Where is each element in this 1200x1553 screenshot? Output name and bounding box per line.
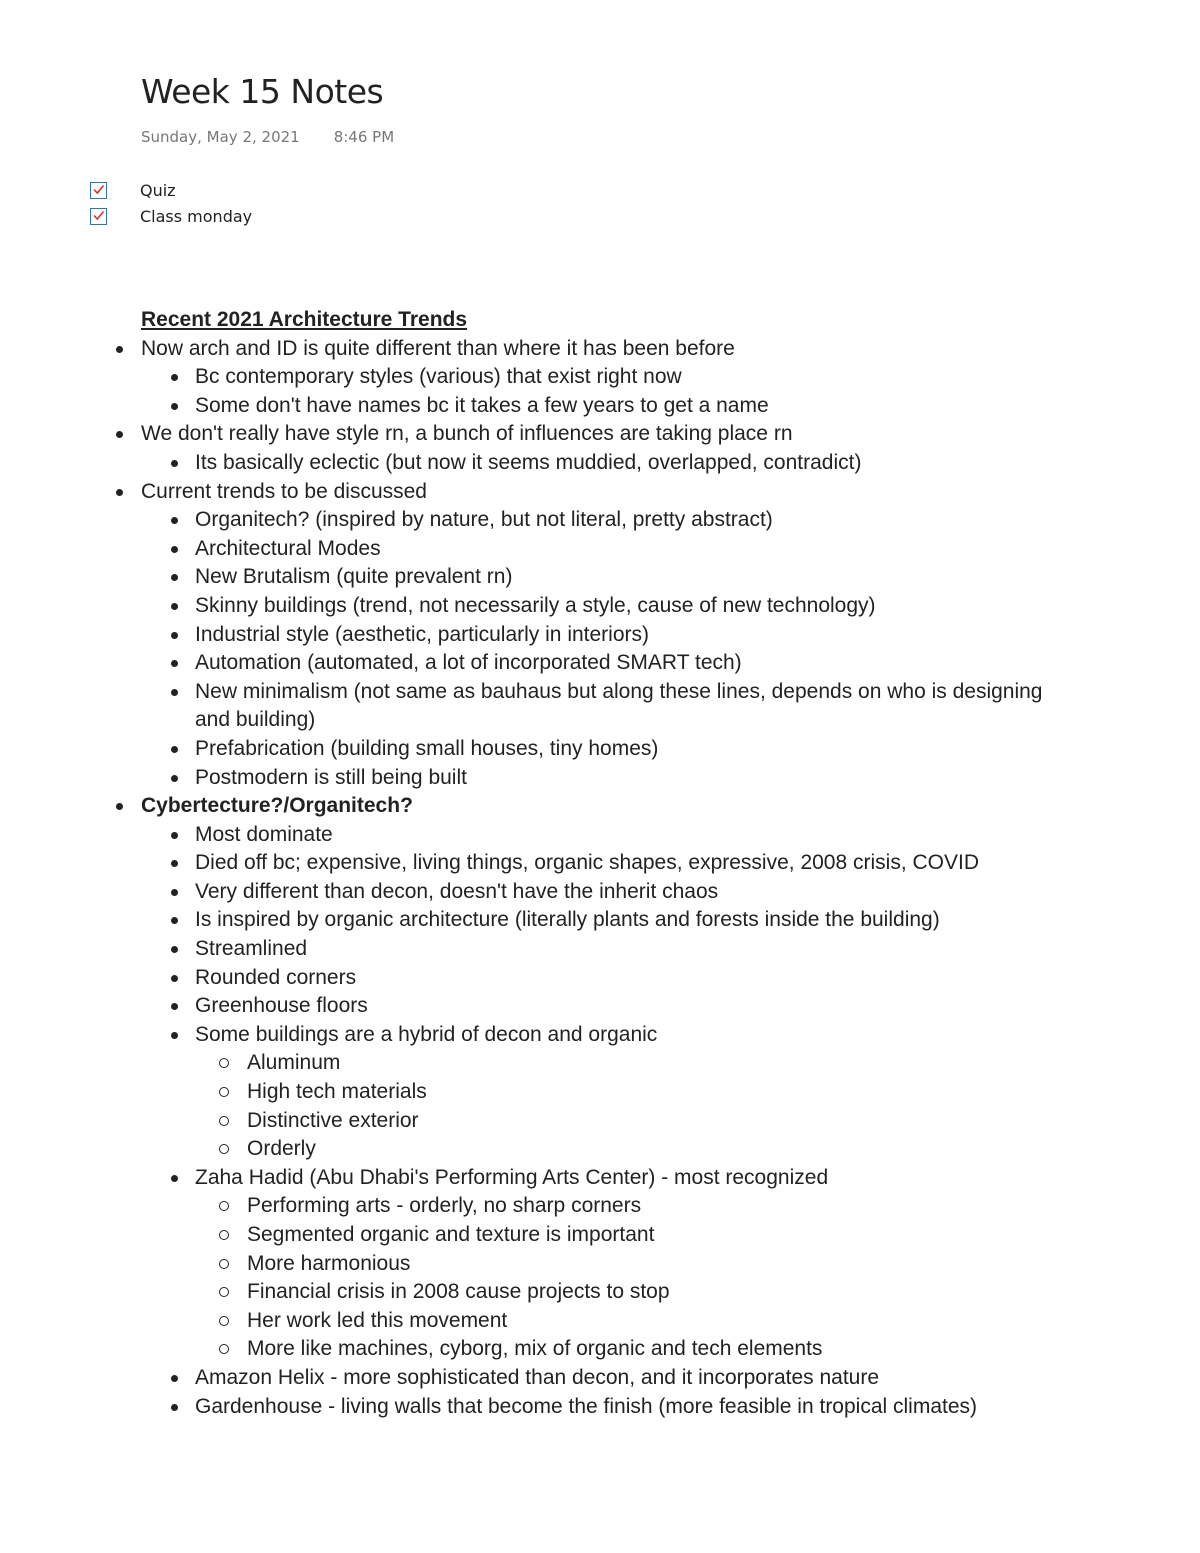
page-date: Sunday, May 2, 2021 xyxy=(141,128,300,146)
list-item: Organitech? (inspired by nature, but not literal, pretty abstract) xyxy=(0,506,1200,535)
list-item: Now arch and ID is quite different than where it has been before xyxy=(0,335,1200,364)
list-item: Its basically eclectic (but now it seems muddied, overlapped, contradict) xyxy=(0,449,1200,478)
notes-body xyxy=(0,306,1200,1421)
todo-item-quiz xyxy=(90,179,176,201)
notes-list xyxy=(0,335,1200,1422)
list-item: Died off bc; expensive, living things, organic shapes, expressive, 2008 crisis, COVID xyxy=(0,849,1200,878)
list-item: More harmonious xyxy=(0,1250,1200,1279)
list-item: New Brutalism (quite prevalent rn) xyxy=(0,563,1200,592)
list-item: Streamlined xyxy=(0,935,1200,964)
list-item: Most dominate xyxy=(0,821,1200,850)
section-heading: Recent 2021 Architecture Trends xyxy=(141,308,468,331)
page-title: Week 15 Notes xyxy=(141,72,384,111)
todo-label: Quiz xyxy=(140,180,176,200)
list-item: Financial crisis in 2008 cause projects to stop xyxy=(0,1278,1200,1307)
list-item: Rounded corners xyxy=(0,964,1200,993)
list-item: Bc contemporary styles (various) that exist right now xyxy=(0,363,1200,392)
list-item: Zaha Hadid (Abu Dhabi's Performing Arts Center) - most recognized xyxy=(0,1164,1200,1193)
todo-item-class-monday xyxy=(90,205,252,227)
list-item: New minimalism (not same as bauhaus but along these lines, depends on who is designing and building) xyxy=(0,678,1200,735)
subsection-heading: Cybertecture?/Organitech? xyxy=(0,792,1200,821)
checkbox-checked-icon[interactable] xyxy=(90,208,107,225)
list-item: Distinctive exterior xyxy=(0,1107,1200,1136)
list-item: Performing arts - orderly, no sharp corners xyxy=(0,1192,1200,1221)
page-timestamp xyxy=(141,128,394,146)
list-item: Her work led this movement xyxy=(0,1307,1200,1336)
list-item: We don't really have style rn, a bunch of influences are taking place rn xyxy=(0,420,1200,449)
checkbox-checked-icon[interactable] xyxy=(90,182,107,199)
list-item: Prefabrication (building small houses, tiny homes) xyxy=(0,735,1200,764)
list-item: Architectural Modes xyxy=(0,535,1200,564)
list-item: Segmented organic and texture is important xyxy=(0,1221,1200,1250)
list-item: Current trends to be discussed xyxy=(0,478,1200,507)
list-item: Aluminum xyxy=(0,1049,1200,1078)
list-item: Postmodern is still being built xyxy=(0,764,1200,793)
todo-label: Class monday xyxy=(140,206,253,226)
list-item: High tech materials xyxy=(0,1078,1200,1107)
list-item: Gardenhouse - living walls that become the finish (more feasible in tropical climates) xyxy=(0,1393,1200,1422)
list-item: More like machines, cyborg, mix of organic and tech elements xyxy=(0,1335,1200,1364)
list-item: Some buildings are a hybrid of decon and organic xyxy=(0,1021,1200,1050)
list-item: Some don't have names bc it takes a few years to get a name xyxy=(0,392,1200,421)
list-item: Greenhouse floors xyxy=(0,992,1200,1021)
page-time: 8:46 PM xyxy=(333,128,395,146)
list-item: Orderly xyxy=(0,1135,1200,1164)
list-item: Is inspired by organic architecture (literally plants and forests inside the building) xyxy=(0,906,1200,935)
list-item: Skinny buildings (trend, not necessarily a style, cause of new technology) xyxy=(0,592,1200,621)
list-item: Automation (automated, a lot of incorporated SMART tech) xyxy=(0,649,1200,678)
list-item: Industrial style (aesthetic, particularly in interiors) xyxy=(0,621,1200,650)
list-item: Amazon Helix - more sophisticated than decon, and it incorporates nature xyxy=(0,1364,1200,1393)
list-item: Very different than decon, doesn't have the inherit chaos xyxy=(0,878,1200,907)
